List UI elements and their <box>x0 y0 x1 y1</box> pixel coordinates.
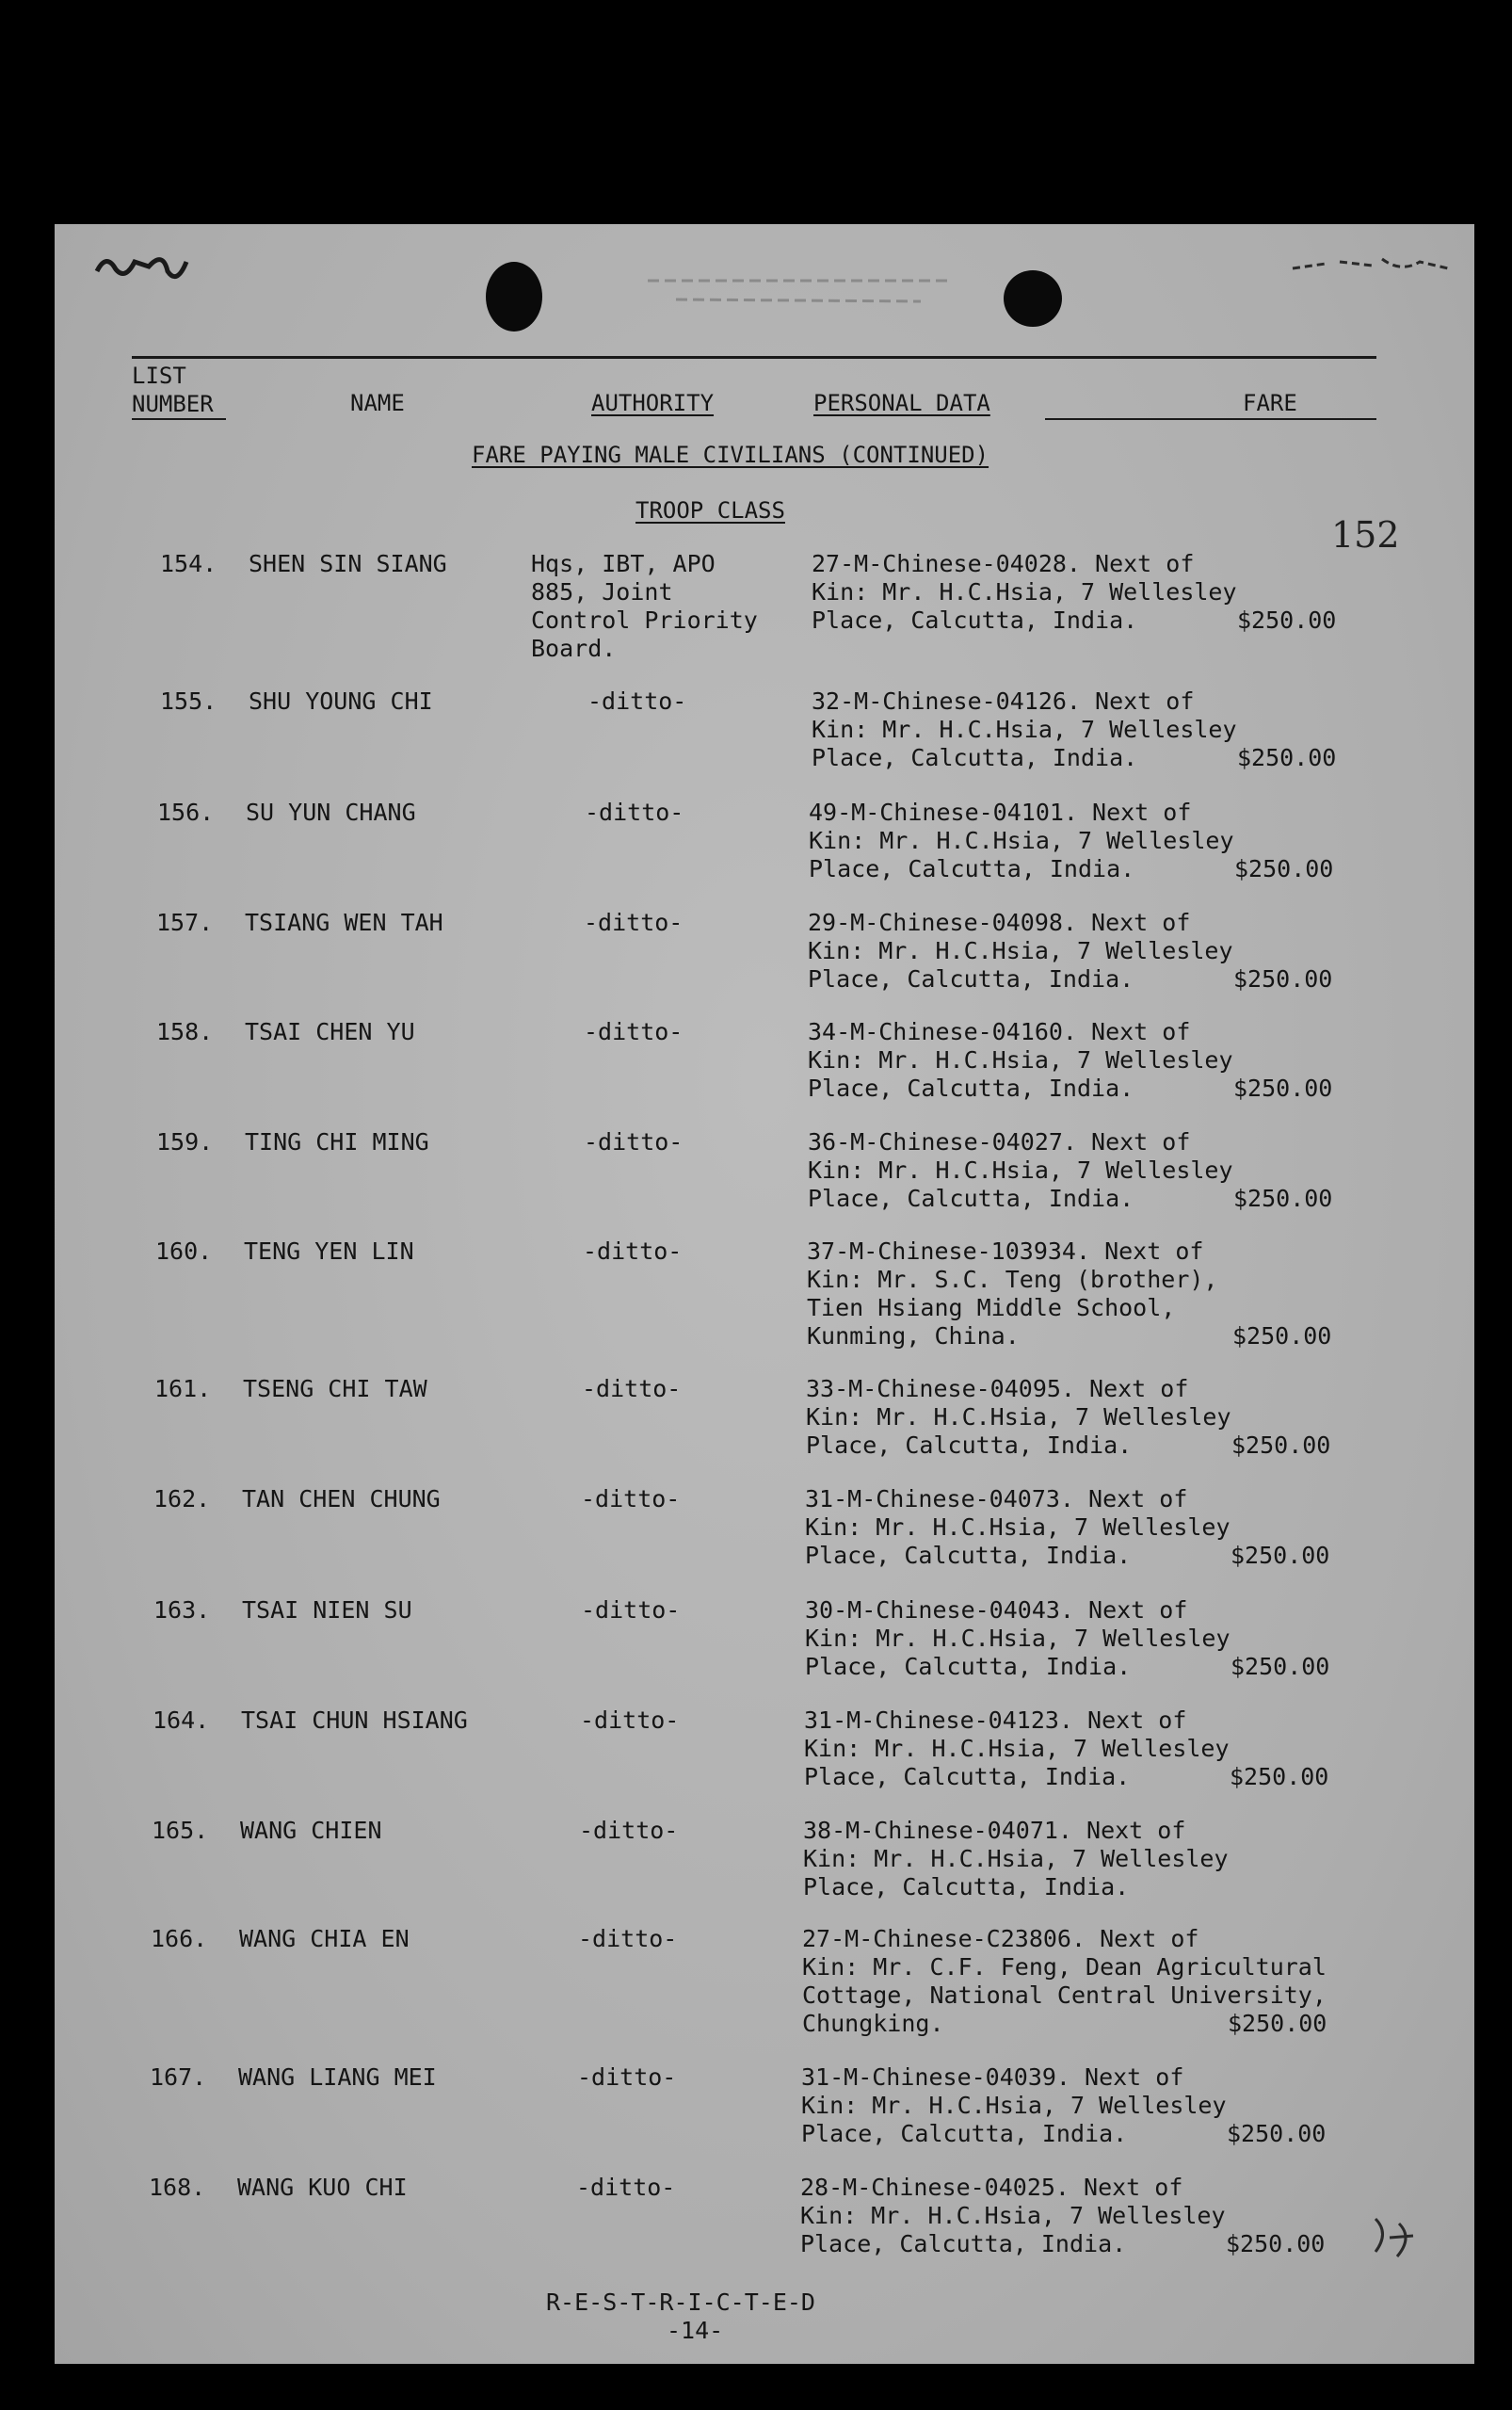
authority: -ditto- <box>582 1375 682 1402</box>
row-number: 161. <box>154 1375 212 1402</box>
page-reference-number: 152 <box>1331 514 1400 556</box>
passenger-name: WANG CHIA EN <box>239 1925 410 1952</box>
passenger-name: SHEN SIN SIANG <box>249 550 447 577</box>
personal-data: 49-M-Chinese-04101. Next of Kin: Mr. H.C.Hsia, 7 Wellesley Place, Calcutta, India. <box>809 799 1234 882</box>
row-number: 158. <box>156 1018 214 1045</box>
authority: -ditto- <box>579 1817 679 1844</box>
header-fare: FARE <box>1243 390 1297 416</box>
passenger-name: SU YUN CHANG <box>246 799 416 826</box>
fare: $250.00 <box>1230 1763 1329 1790</box>
faint-stamp <box>638 252 977 318</box>
personal-data: 28-M-Chinese-04025. Next of Kin: Mr. H.C.Hsia, 7 Wellesley Place, Calcutta, India. <box>800 2174 1226 2257</box>
row-number: 165. <box>152 1817 209 1844</box>
page-number: -14- <box>667 2317 724 2344</box>
fare: $250.00 <box>1228 2010 1327 2037</box>
row-number: 162. <box>153 1485 211 1512</box>
personal-data: 30-M-Chinese-04043. Next of Kin: Mr. H.C.Hsia, 7 Wellesley Place, Calcutta, India. <box>805 1596 1231 1680</box>
row-number: 166. <box>151 1925 208 1952</box>
authority: -ditto- <box>584 1018 684 1045</box>
passenger-name: TSAI NIEN SU <box>242 1596 412 1624</box>
row-number: 168. <box>149 2174 206 2201</box>
row-number: 159. <box>156 1128 214 1156</box>
fare: $250.00 <box>1232 1322 1332 1350</box>
subsection-title: TROOP CLASS <box>635 497 785 524</box>
fare: $250.00 <box>1233 965 1333 993</box>
authority: -ditto- <box>576 2174 676 2201</box>
handwritten-margin-mark <box>1361 2209 1427 2266</box>
authority: -ditto- <box>583 1237 683 1265</box>
personal-data: 27-M-Chinese-C23806. Next of Kin: Mr. C.F. Feng, Dean Agricultural Cottage, National Central University, Chungking. <box>802 1925 1327 2037</box>
personal-data: 38-M-Chinese-04071. Next of Kin: Mr. H.C.Hsia, 7 Wellesley Place, Calcutta, India. <box>803 1817 1229 1901</box>
header-personal-data: PERSONAL DATA <box>813 390 990 416</box>
fare: $250.00 <box>1231 1653 1330 1680</box>
personal-data: 37-M-Chinese-103934. Next of Kin: Mr. S.C. Teng (brother), Tien Hsiang Middle School, Kunming, China. <box>807 1237 1218 1350</box>
scribble-top-right <box>1288 245 1457 283</box>
personal-data: 31-M-Chinese-04073. Next of Kin: Mr. H.C.Hsia, 7 Wellesley Place, Calcutta, India. <box>805 1485 1231 1569</box>
passenger-name: SHU YOUNG CHI <box>249 687 433 715</box>
authority: -ditto- <box>581 1485 681 1512</box>
authority: -ditto- <box>581 1596 681 1624</box>
punch-hole-right <box>1004 270 1062 327</box>
fare: $250.00 <box>1237 744 1337 771</box>
fare: $250.00 <box>1227 2120 1327 2147</box>
passenger-name: TSENG CHI TAW <box>243 1375 427 1402</box>
header-name: NAME <box>350 390 405 416</box>
header-list-number: LIST NUMBER <box>132 363 214 417</box>
passenger-name: WANG KUO CHI <box>237 2174 408 2201</box>
restricted-marking: R-E-S-T-R-I-C-T-E-D <box>546 2289 815 2316</box>
passenger-name: WANG CHIEN <box>240 1817 382 1844</box>
fare: $250.00 <box>1233 1185 1333 1212</box>
punch-hole-left <box>486 262 542 332</box>
row-number: 164. <box>153 1706 210 1734</box>
personal-data: 27-M-Chinese-04028. Next of Kin: Mr. H.C.Hsia, 7 Wellesley Place, Calcutta, India. <box>812 550 1237 634</box>
passenger-name: TSIANG WEN TAH <box>245 909 443 936</box>
document-page <box>55 224 1474 2364</box>
row-number: 155. <box>160 687 217 715</box>
section-title: FARE PAYING MALE CIVILIANS (CONTINUED) <box>472 442 989 468</box>
fare: $250.00 <box>1231 1542 1330 1569</box>
row-number: 163. <box>153 1596 211 1624</box>
fare: $250.00 <box>1233 1075 1333 1102</box>
row-number: 157. <box>156 909 214 936</box>
fare: $250.00 <box>1237 607 1337 634</box>
header-top-rule <box>132 356 1376 359</box>
authority: -ditto- <box>584 909 684 936</box>
authority: Hqs, IBT, APO 885, Joint Control Priority Board. <box>531 550 758 662</box>
passenger-name: WANG LIANG MEI <box>238 2063 437 2091</box>
passenger-name: TAN CHEN CHUNG <box>242 1485 441 1512</box>
authority: -ditto- <box>584 1128 684 1156</box>
row-number: 154. <box>160 550 217 577</box>
row-number: 167. <box>150 2063 207 2091</box>
authority: -ditto- <box>580 1706 680 1734</box>
personal-data: 36-M-Chinese-04027. Next of Kin: Mr. H.C.Hsia, 7 Wellesley Place, Calcutta, India. <box>808 1128 1233 1212</box>
authority: -ditto- <box>587 687 687 715</box>
passenger-name: TING CHI MING <box>245 1128 429 1156</box>
authority: -ditto- <box>577 2063 677 2091</box>
header-authority: AUTHORITY <box>591 390 715 416</box>
personal-data: 34-M-Chinese-04160. Next of Kin: Mr. H.C.Hsia, 7 Wellesley Place, Calcutta, India. <box>808 1018 1233 1102</box>
row-number: 160. <box>155 1237 213 1265</box>
personal-data: 31-M-Chinese-04039. Next of Kin: Mr. H.C.Hsia, 7 Wellesley Place, Calcutta, India. <box>801 2063 1227 2147</box>
authority: -ditto- <box>578 1925 678 1952</box>
personal-data: 29-M-Chinese-04098. Next of Kin: Mr. H.C.Hsia, 7 Wellesley Place, Calcutta, India. <box>808 909 1233 993</box>
fare: $250.00 <box>1226 2230 1326 2257</box>
personal-data: 31-M-Chinese-04123. Next of Kin: Mr. H.C.Hsia, 7 Wellesley Place, Calcutta, India. <box>804 1706 1230 1790</box>
personal-data: 33-M-Chinese-04095. Next of Kin: Mr. H.C.Hsia, 7 Wellesley Place, Calcutta, India. <box>806 1375 1231 1459</box>
scribble-top-left <box>92 243 196 290</box>
fare: $250.00 <box>1231 1431 1331 1459</box>
passenger-name: TENG YEN LIN <box>244 1237 414 1265</box>
header-underline-right <box>1045 418 1376 420</box>
header-underline-left <box>132 418 226 420</box>
authority: -ditto- <box>585 799 684 826</box>
passenger-name: TSAI CHEN YU <box>245 1018 415 1045</box>
passenger-name: TSAI CHUN HSIANG <box>241 1706 468 1734</box>
row-number: 156. <box>157 799 215 826</box>
personal-data: 32-M-Chinese-04126. Next of Kin: Mr. H.C.Hsia, 7 Wellesley Place, Calcutta, India. <box>812 687 1237 771</box>
fare: $250.00 <box>1234 855 1334 882</box>
